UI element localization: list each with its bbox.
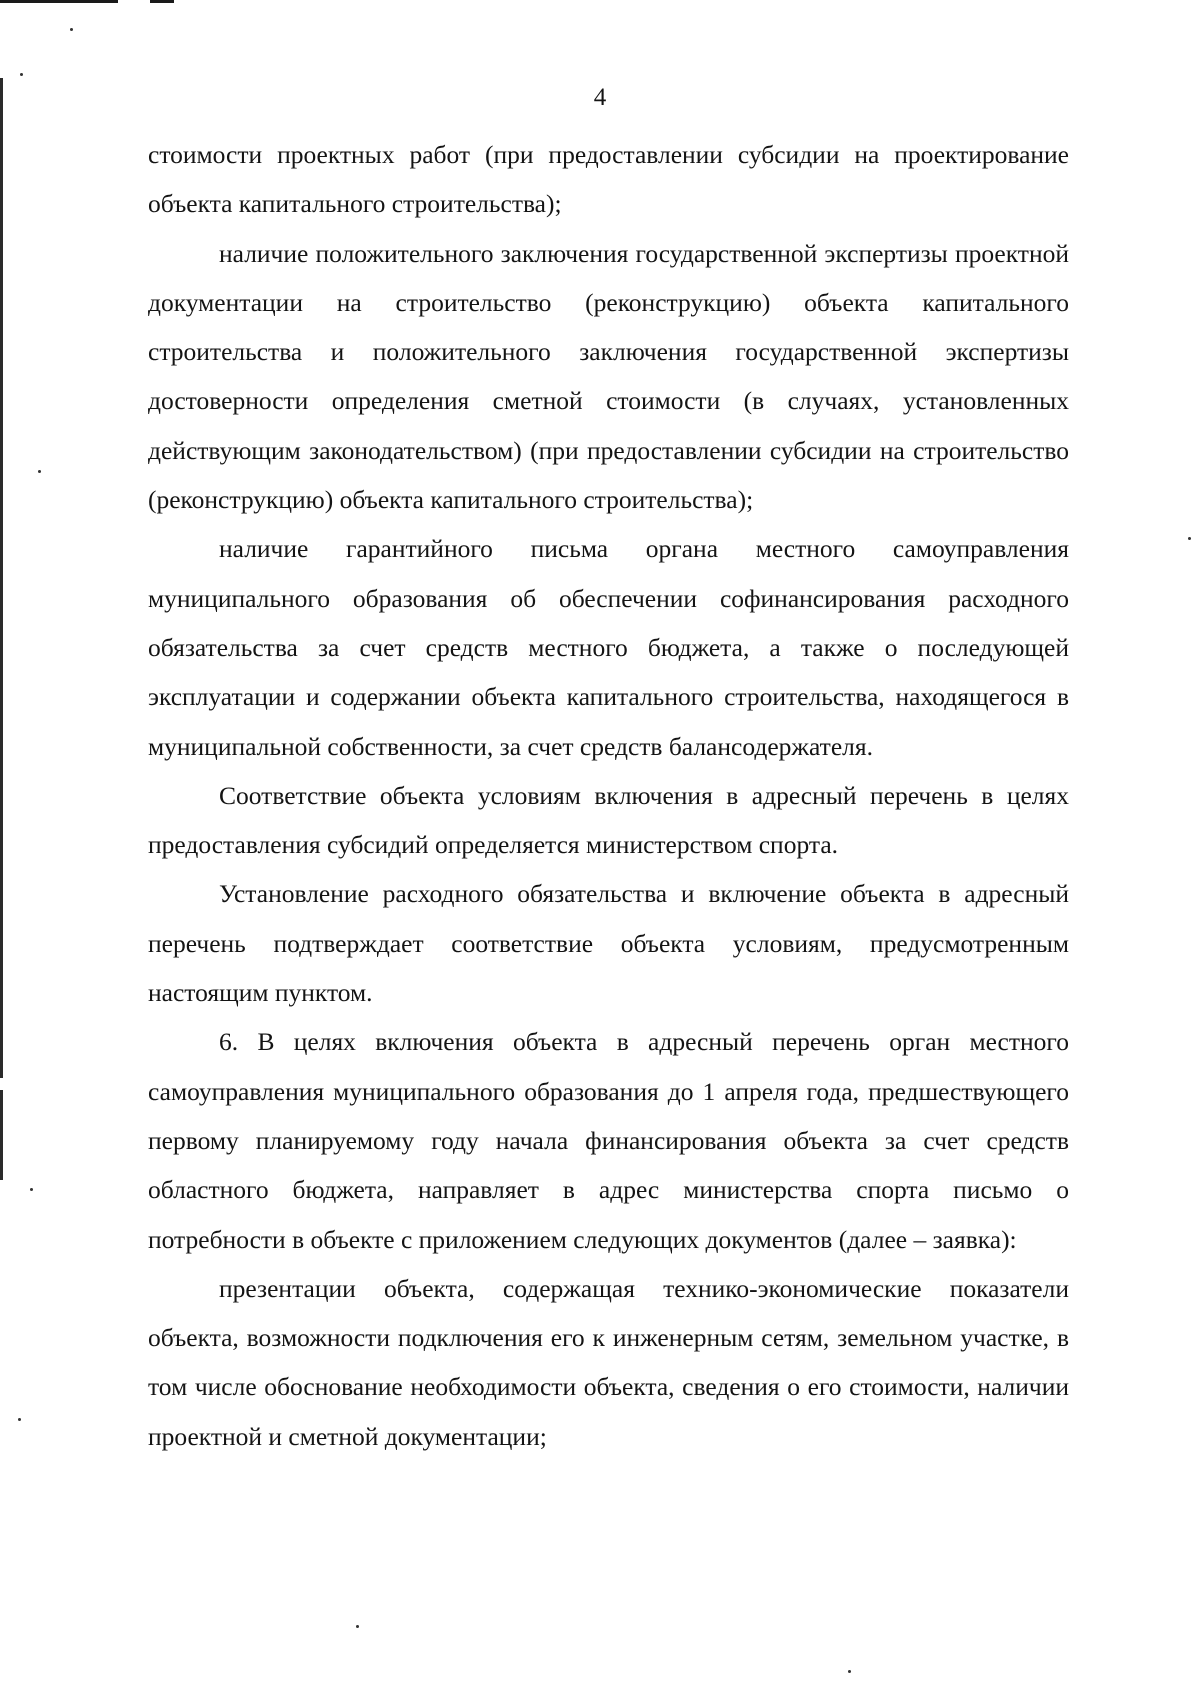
scan-speck — [848, 1670, 851, 1673]
scan-speck — [18, 1418, 21, 1421]
scan-speck — [38, 470, 41, 473]
scan-speck — [356, 1625, 359, 1628]
scan-left-edge-lower — [0, 1090, 3, 1180]
page-number: 4 — [593, 84, 607, 111]
document-body — [148, 130, 1069, 1461]
paragraph-guarantee-letter: наличие гарантийного письма органа местного самоуправления муниципального образования об обеспечении софинансирования расходного обязательства за счет средств местного бюджета, а также о последующей эксплуатации и содержании объекта капитального строительства, находящегося в муниципальной собственности, за счет средств балансодержателя. — [148, 534, 1069, 761]
paragraph-point-6-application: 6. В целях включения объекта в адресный перечень орган местного самоуправления муниципального образования до 1 апреля года, предшествующего первому планируемому году начала финансирования объекта за счет средств областного бюджета, направляет в адрес министерства спорта письмо о потребности в объекте с приложением следующих документов (далее – заявка): — [148, 1027, 1069, 1254]
paragraph-subsidy-design-cost: стоимости проектных работ (при предоставлении субсидии на проектирование объекта капитального строительства); — [148, 140, 1069, 219]
scan-speck — [1188, 537, 1191, 540]
paragraph-state-expertise: наличие положительного заключения государственной экспертизы проектной документации на строительство (реконструкцию) объекта капитального строительства и положительного заключения государственной экспертизы достоверности определения сметной стоимости (в случаях, установленных действующим законодательством) (при предоставлении субсидии на строительство (реконструкцию) объекта капитального строительства); — [148, 238, 1069, 515]
scan-speck — [30, 1188, 33, 1191]
paragraph-expenditure-obligation: Установление расходного обязательства и включение объекта в адресный перечень подтверждает соответствие объекта условиям, предусмотренным настоящим пунктом. — [148, 879, 1069, 1008]
scan-left-edge — [0, 78, 3, 1078]
scan-speck — [70, 28, 73, 31]
scan-top-rule — [0, 0, 118, 3]
scan-speck — [20, 73, 23, 76]
paragraph-object-presentation: презентации объекта, содержащая технико-экономические показатели объекта, возможности подключения его к инженерным сетям, земельном участке, в том числе обоснование необходимости объекта, сведения о его стоимости, наличии проектной и сметной документации; — [148, 1273, 1069, 1451]
paragraph-object-compliance: Соответствие объекта условиям включения в адресный перечень в целях предоставления субсидий определяется министерством спорта. — [148, 780, 1069, 860]
scan-top-rule-short — [150, 0, 174, 3]
